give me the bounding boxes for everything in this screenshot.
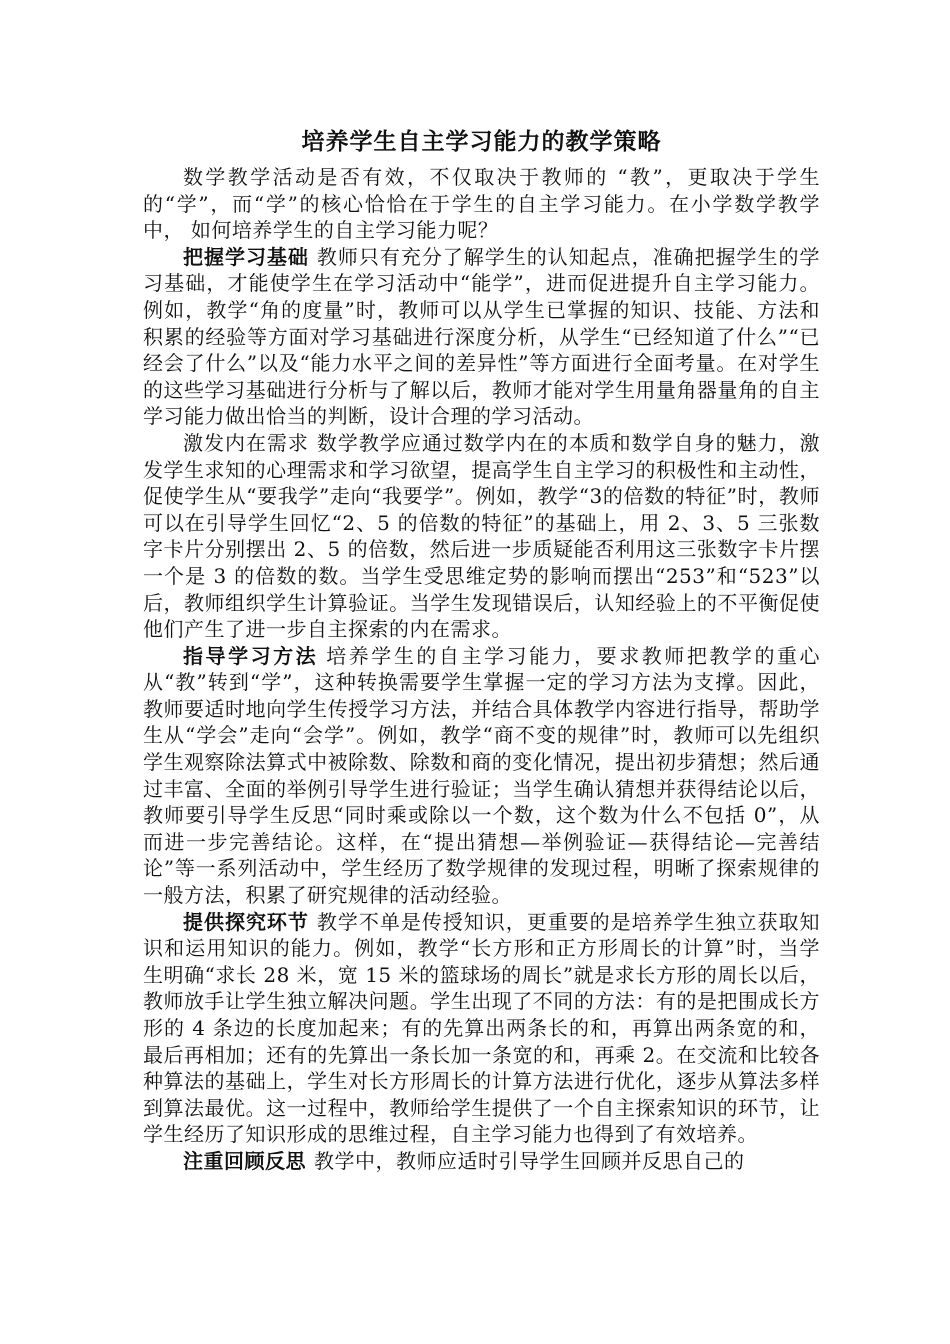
document-page [143,126,820,1175]
section-text: 培养学生的自主学习能力，要求教师把教学的重心从“教”转到“学”，这种转换需要学生掌握一定的学习方法为支撑。因此，教师要适时地向学生传授学习方法，并结合具体教学内容进行指导，帮助学生从“学会”走向“会学”。例如，教学“商不变的规律”时，教师可以先组织学生观察除法算式中被除数、除数和商的变化情况，提出初步猜想；然后通过丰富、全面的举例引导学生进行验证；当学生确认猜想并获得结论以后，教师要引导学生反思“同时乘或除以一个数，这个数为什么不包括 0”，从而进一步完善结论。这样，在“提出猜想—举例验证—获得结论—完善结论”等一系列活动中，学生经历了数学规律的发现过程，明晰了探索规律的一般方法，积累了研究规律的活动经验。 [143,643,821,908]
section-text: 教学不单是传授知识，更重要的是培养学生独立获取知识和运用知识的能力。例如，教学“长方形和正方形周长的计算”时，当学生明确“求长 28 米，宽 15 米的篮球场的周长”就是求长方形的周长以后，教师放手让学生独立解决问题。学生出现了不同的方法：有的是把围成长方形的 4 条边的长度加起来；有的先算出两条长的和，再算出两条宽的和，最后再相加；还有的先算出一条长加一条宽的和，再乘 2。在交流和比较各种算法的基础上，学生对长方形周长的计算方法进行优化，逐步从算法多样到算法最优。这一过程中，教师给学生提供了一个自主探索知识的环节，让学生经历了知识形成的思维过程，自主学习能力也得到了有效培养。 [143,909,821,1147]
section-text: 数学教学应通过数学内在的本质和数学自身的魅力，激发学生求知的心理需求和学习欲望，提高学生自主学习的积极性和主动性，促使学生从“要我学”走向“我要学”。例如，教学“3的倍数的特征”时，教师可以在引导学生回忆“2、5 的倍数的特征”的基础上，用 2、3、5 三张数字卡片分别摆出 2、5 的倍数，然后进一步质疑能否利用这三张数字卡片摆一个是 3 的倍数的数。当学生受思维定势的影响而摆出“253”和“523”以后，教师组织学生计算验证。当学生发现错误后，认知经验上的不平衡促使他们产生了进一步自主探索的内在需求。 [143,430,821,642]
section-heading: 激发内在需求 [183,430,309,455]
section-heading: 注重回顾反思 [183,1148,306,1173]
section-paragraph-4 [143,909,820,1148]
intro-paragraph: 数学教学活动是否有效，不仅取决于教师的 “教”，更取决于学生的“学”，而“学”的核心恰恰在于学生的自主学习能力。在小学数学教学中， 如何培养学生的自主学习能力呢？ [143,165,820,243]
section-paragraph-5 [143,1148,820,1175]
document-title: 培养学生自主学习能力的教学策略 [301,129,662,155]
section-text: 教学中，教师应适时引导学生回顾并反思自己的 [314,1148,745,1173]
section-paragraph-2 [143,430,820,643]
section-heading: 提供探究环节 [183,909,309,934]
section-heading: 指导学习方法 [183,643,319,668]
section-paragraph-3 [143,643,820,909]
section-heading: 把握学习基础 [183,244,309,269]
section-text: 教师只有充分了解学生的认知起点，准确把握学生的学习基础，才能使学生在学习活动中“能学”，进而促进提升自主学习能力。例如，教学“角的度量”时，教师可以从学生已掌握的知识、技能、方法和积累的经验等方面对学习基础进行深度分析，从学生“已经知道了什么”“已经会了什么”以及“能力水平之间的差异性”等方面进行全面考量。在对学生的这些学习基础进行分析与了解以后，教师才能对学生用量角器量角的自主学习能力做出恰当的判断，设计合理的学习活动。 [143,244,821,429]
section-paragraph-1 [143,244,820,430]
